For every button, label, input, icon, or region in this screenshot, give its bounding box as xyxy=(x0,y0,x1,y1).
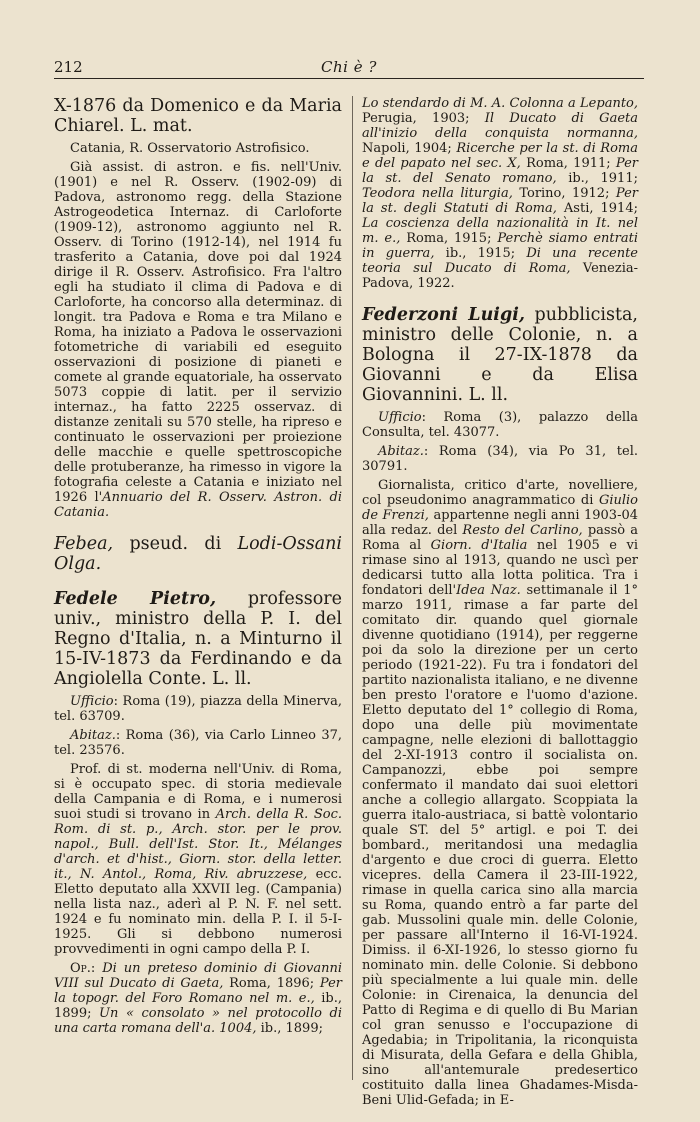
header-rule xyxy=(54,78,644,79)
entry-address: Catania, R. Osservatorio Astrofisico. xyxy=(70,141,310,156)
biography-text: Già assist. di astron. e fis. nell'Univ. (1901) e nel R. Osserv. (1902-09) di Padova, astronomo regg. della Stazione Astrogeodetica Internaz. di Carloforte (1909-12), astronomo aggiunto nel R. Osserv. di Torino (1912-14), nel 1914 fu trasferito a Catania, dove poi dal 1924 dirige il R. Osserv. Astrofisico. Fra l'altro egli ha studiato il clima di Padova e di Carloforte, ha concorso alla determinaz. di longit. tra Padova e Roma e tra Milano e Roma, ha iniziato a Padova le osservazioni fotometriche di variabili ed eseguito osservazioni di posizione di pianeti e comete al grande equatoriale, ha osservato 5073 coppie di latit. per il servizio internaz., ha fatto 2225 osservaz. di distanze zenitali su 570 stelle, ha ripreso e continuato le osservazioni per proiezione delle macchie e quelle spettroscopiche delle protuberanze, ha rimesso in vigore la fotografia celeste a Catania e iniziato nel 1926 l' xyxy=(54,160,342,505)
right-column xyxy=(362,96,638,1112)
home-address: Abitaz.: Roma (34), via Po 31, tel. 30791. xyxy=(362,444,638,474)
page-header xyxy=(54,56,644,82)
entry-biography: Prof. di st. moderna nell'Univ. di Roma, si è occupato spec. di storia medievale della Campania e di Roma, e i numerosi suoi studi si trovano in Arch. della R. Soc. Rom. di st. p., Arch. stor. per le prov. napol., Bull. dell'Ist. Stor. It., Mélanges d'arch. et d'hist., Giorn. stor. della letter. it., N. Antol., Roma, Riv. abruzzese, ecc. Eletto deputato alla XXVII leg. (Campania) nella lista naz., aderì al P. N. F. nel sett. 1924 e fu nominato min. della P. I. il 5-I-1925. Gli si debbono numerosi provvedimenti in ogni campo della P. I. xyxy=(54,762,342,957)
cross-reference: Lodi-Ossani Olga. xyxy=(54,534,342,574)
running-head: Chi è ? xyxy=(321,58,377,76)
office-address: Ufficio: Roma (3), palazzo della Consulta, tel. 43077. xyxy=(362,410,638,440)
entry-biography: Giornalista, critico d'arte, novelliere, col pseudonimo anagrammatico di Giulio de Frenzi, appartenne negli anni 1903-04 alla redaz. del Resto del Carlino, passò a Roma al Giorn. d'Italia nel 1905 e vi rimase sino al 1913, quando ne uscì per dedicarsi tutto alla lotta politica. Tra i fondatori dell'Idea Naz. settimanale il 1° marzo 1911, rimase a far parte del comitato dir. quando quel giornale divenne quotidiano (1914), per reggerne poi da solo la direzione per un certo periodo (1921-22). Fu tra i fondatori del partito nazionalista italiano, e ne divenne ben presto l'oratore e l'uomo d'azione. Eletto deputato del 1° collegio di Roma, dopo una delle più movimentate campagne, nelle elezioni di ballottaggio del 2-XI-1913 contro il socialista on. Campanozzi, ebbe poi sempre confermato il mandato dai suoi elettori anche a collegio allargato. Scoppiata la guerra italo-austriaca, si battè volontario quale ST. del 5° artigl. e poi T. dei bombard., meritandosi una medaglia d'argento e due croci di guerra. Eletto vicepres. della Camera il 23-III-1922, rimase in quella carica sino alla marcia su Roma, quando entrò a far parte del gab. Mussolini quale min. delle Colonie, per passare all'Interno il 16-VI-1924. Dimiss. il 6-XI-1926, lo stesso giorno fu nominato min. delle Colonie. Si debbono più specialmente a lui quale min. delle Colonie: in Cirenaica, la denuncia del Patto di Regima e di quello di Bu Marian col gran senusso e l'occupazione di Agedabia; in Tripolitania, la riconquista di Misurata, della Gefara e della Ghibla, sino all'antemurale predesertico costituito dalla linea Ghadames-Misda-Beni Ulid-Gefada; in E- xyxy=(362,478,638,1108)
entry-name: Febea, xyxy=(54,534,114,554)
entry-federzoni-heading: Federzoni Luigi, pubblicista, ministro delle Colonie, n. a Bologna il 27-IX-1878 da Giovanni e da Elisa Giovannini. L. ll. xyxy=(362,305,638,405)
entry-continuation-heading: X-1876 da Domenico e da Maria Chiarel. L. mat. xyxy=(54,96,342,136)
column-divider xyxy=(352,96,353,1080)
entry-name: Fedele Pietro, xyxy=(54,589,217,609)
entry-febea: Febea, pseud. di Lodi-Ossani Olga. xyxy=(54,534,342,574)
entry-biography xyxy=(54,160,342,520)
page-number: 212 xyxy=(54,58,83,76)
works-list-continued: Lo stendardo di M. A. Colonna a Lepanto, Perugia, 1903; Il Ducato di Gaeta all'inizio della conquista normanna, Napoli, 1904; Ricerche per la st. di Roma e del papato nel sec. X, Roma, 1911; Per la st. del Senato romano, ib., 1911; Teodora nella liturgia, Torino, 1912; Per la st. degli Statuti di Roma, Asti, 1914; La coscienza della nazionalità in It. nel m. e., Roma, 1915; Perchè siamo entrati in guerra, ib., 1915; Di una recente teoria sul Ducato di Roma, Venezia-Padova, 1922. xyxy=(362,96,638,291)
biography-title: Annuario del R. Osserv. Astron. di Catania. xyxy=(54,490,342,520)
entry-fedele-heading: Fedele Pietro, professore univ., ministro della P. I. del Regno d'Italia, n. a Minturno il 15-IV-1873 da Ferdinando e da Angiolella Conte. L. ll. xyxy=(54,589,342,689)
left-column xyxy=(54,96,342,1040)
entry-name: Federzoni Luigi, xyxy=(362,305,525,325)
home-address: Abitaz.: Roma (36), via Carlo Linneo 37, tel. 23576. xyxy=(54,728,342,758)
office-address: Ufficio: Roma (19), piazza della Minerva, tel. 63709. xyxy=(54,694,342,724)
works-list: Op.: Di un preteso dominio di Giovanni VIII sul Ducato di Gaeta, Roma, 1896; Per la topogr. del Foro Romano nel m. e., ib., 1899; Un « consolato » nel protocollo di una carta romana dell'a. 1004, ib., 1899; xyxy=(54,961,342,1036)
